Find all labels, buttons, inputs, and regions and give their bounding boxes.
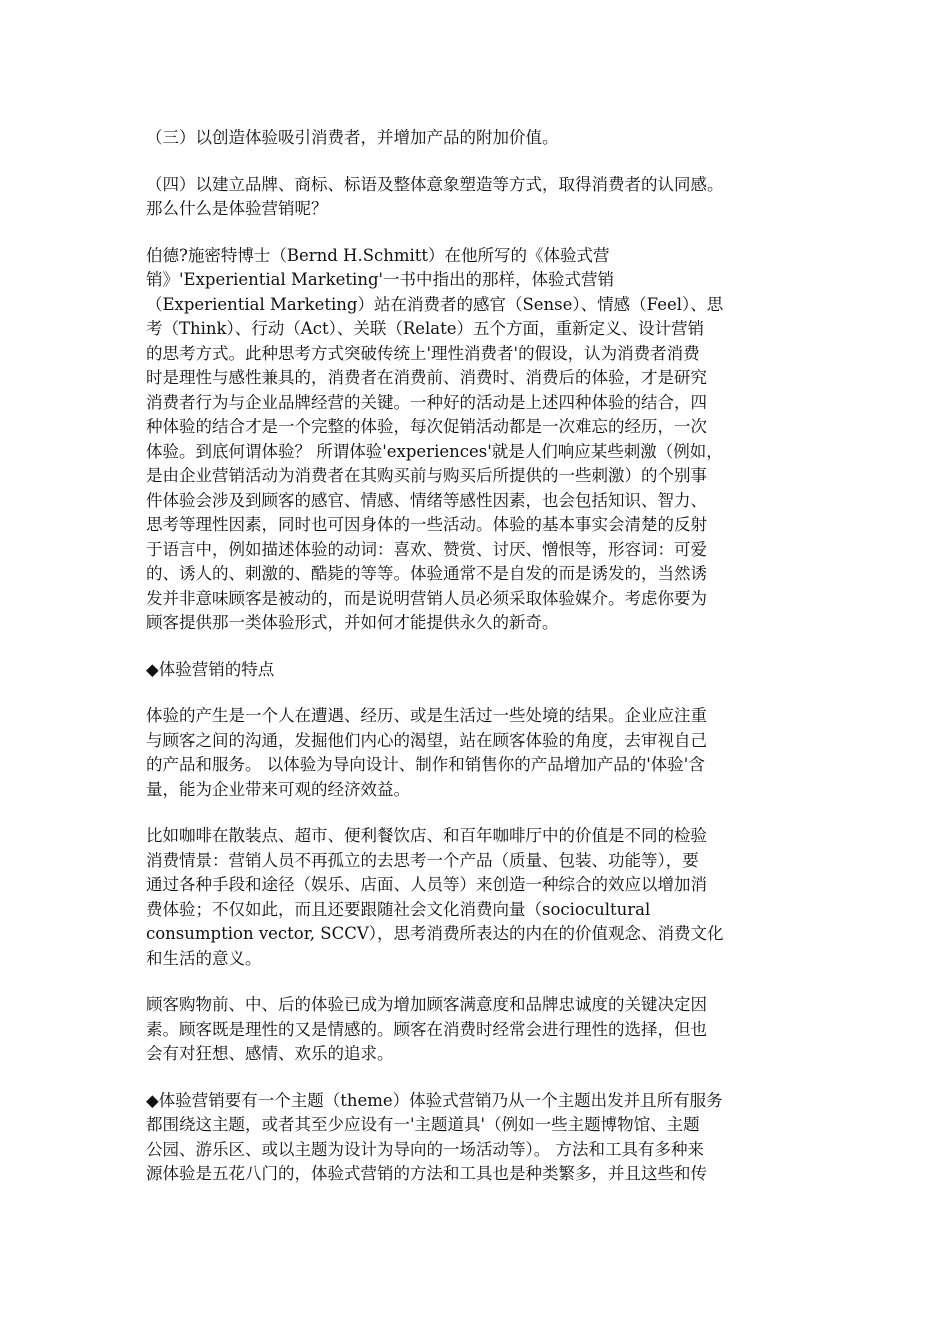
section-heading-features: ◆体验营销的特点 xyxy=(146,659,275,679)
paragraph-coffee-example: 比如咖啡在散装点、超市、便利餐饮店、和百年咖啡厅中的价值是不同的检验 消费情景：营销人员不再孤立的去思考一个产品（质量、包装、功能等），要 通过各种手段和途径（娱乐、店面、人员等）来创造一种综合的效应以增加消 费体验；不仅如此，而且还要跟随社会文化消费向量（sociocultural consumption vector, SCCV），思考消费所表达的内在的价值观念、消费文化 和生活的意义。 xyxy=(146,826,724,968)
paragraph-3: （三）以创造体验吸引消费者，并增加产品的附加价值。 xyxy=(146,128,559,147)
paragraph-4: （四）以建立品牌、商标、标语及整体意象塑造等方式，取得消费者的认同感。 那么什么是体验营销呢？ xyxy=(146,174,724,218)
paragraph-experience-origin: 体验的产生是一个人在遭遇、经历、或是生活过一些处境的结果。企业应注重 与顾客之间的沟通，发掘他们内心的渴望，站在顾客体验的角度，去审视自己 的产品和服务。 以体验为导向设计、制作和销售你的产品增加产品的'体验'含 量，能为企业带来可观的经济效益。 xyxy=(146,706,707,799)
document-body xyxy=(146,126,810,1209)
paragraph-theme: ◆体验营销要有一个主题（theme）体验式营销乃从一个主题出发并且所有服务 都围绕这主题，或者其至少应设有一'主题道具'（例如一些主题博物馆、主题 公园、游乐区、或以主题为设计为导向的一场活动等）。 方法和工具有多种来 源体验是五花八门的，体验式营销的方法和工具也是种类繁多，并且这些和传 xyxy=(146,1090,723,1183)
paragraph-definition: 伯德?施密特博士（Bernd H.Schmitt）在他所写的《体验式营 销》'Experiential Marketing'一书中指出的那样，体验式营销 （Experiential Marketing）站在消费者的感官（Sense）、情感（Feel）、思 考（Think）、行动（Act）、关联（Relate）五个方面，重新定义、设计营销 的思考方式。此种思考方式突破传统上'理性消费者'的假设，认为消费者消费 时是理性与感性兼具的，消费者在消费前、消费时、消费后的体验，才是研究 消费者行为与企业品牌经营的关键。一种好的活动是上述四种体验的结合，四 种体验的结合才是一个完整的体验，每次促销活动都是一次难忘的经历，一次 体验。到底何谓体验？ 所谓体验'experiences'就是人们响应某些刺激（例如， 是由企业营销活动为消费者在其购买前与购买后所提供的一些刺激）的个别事 件体验会涉及到顾客的感官、情感、情绪等感性因素，也会包括知识、智力、 思考等理性因素，同时也可因身体的一些活动。体验的基本事实会清楚的反射 于语言中，例如描述体验的动词：喜欢、赞赏、讨厌、憎恨等，形容词：可爱 的、诱人的、刺激的、酷毙的等等。体验通常不是自发的而是诱发的，当然诱 发并非意味顾客是被动的，而是说明营销人员必须采取体验媒介。考虑你要为 顾客提供那一类体验形式，并如何才能提供永久的新奇。 xyxy=(146,245,724,632)
paragraph-customer: 顾客购物前、中、后的体验已成为增加顾客满意度和品牌忠诚度的关键决定因 素。顾客既是理性的又是情感的。顾客在消费时经常会进行理性的选择，但也 会有对狂想、感情、欢乐的追求。 xyxy=(146,995,707,1063)
